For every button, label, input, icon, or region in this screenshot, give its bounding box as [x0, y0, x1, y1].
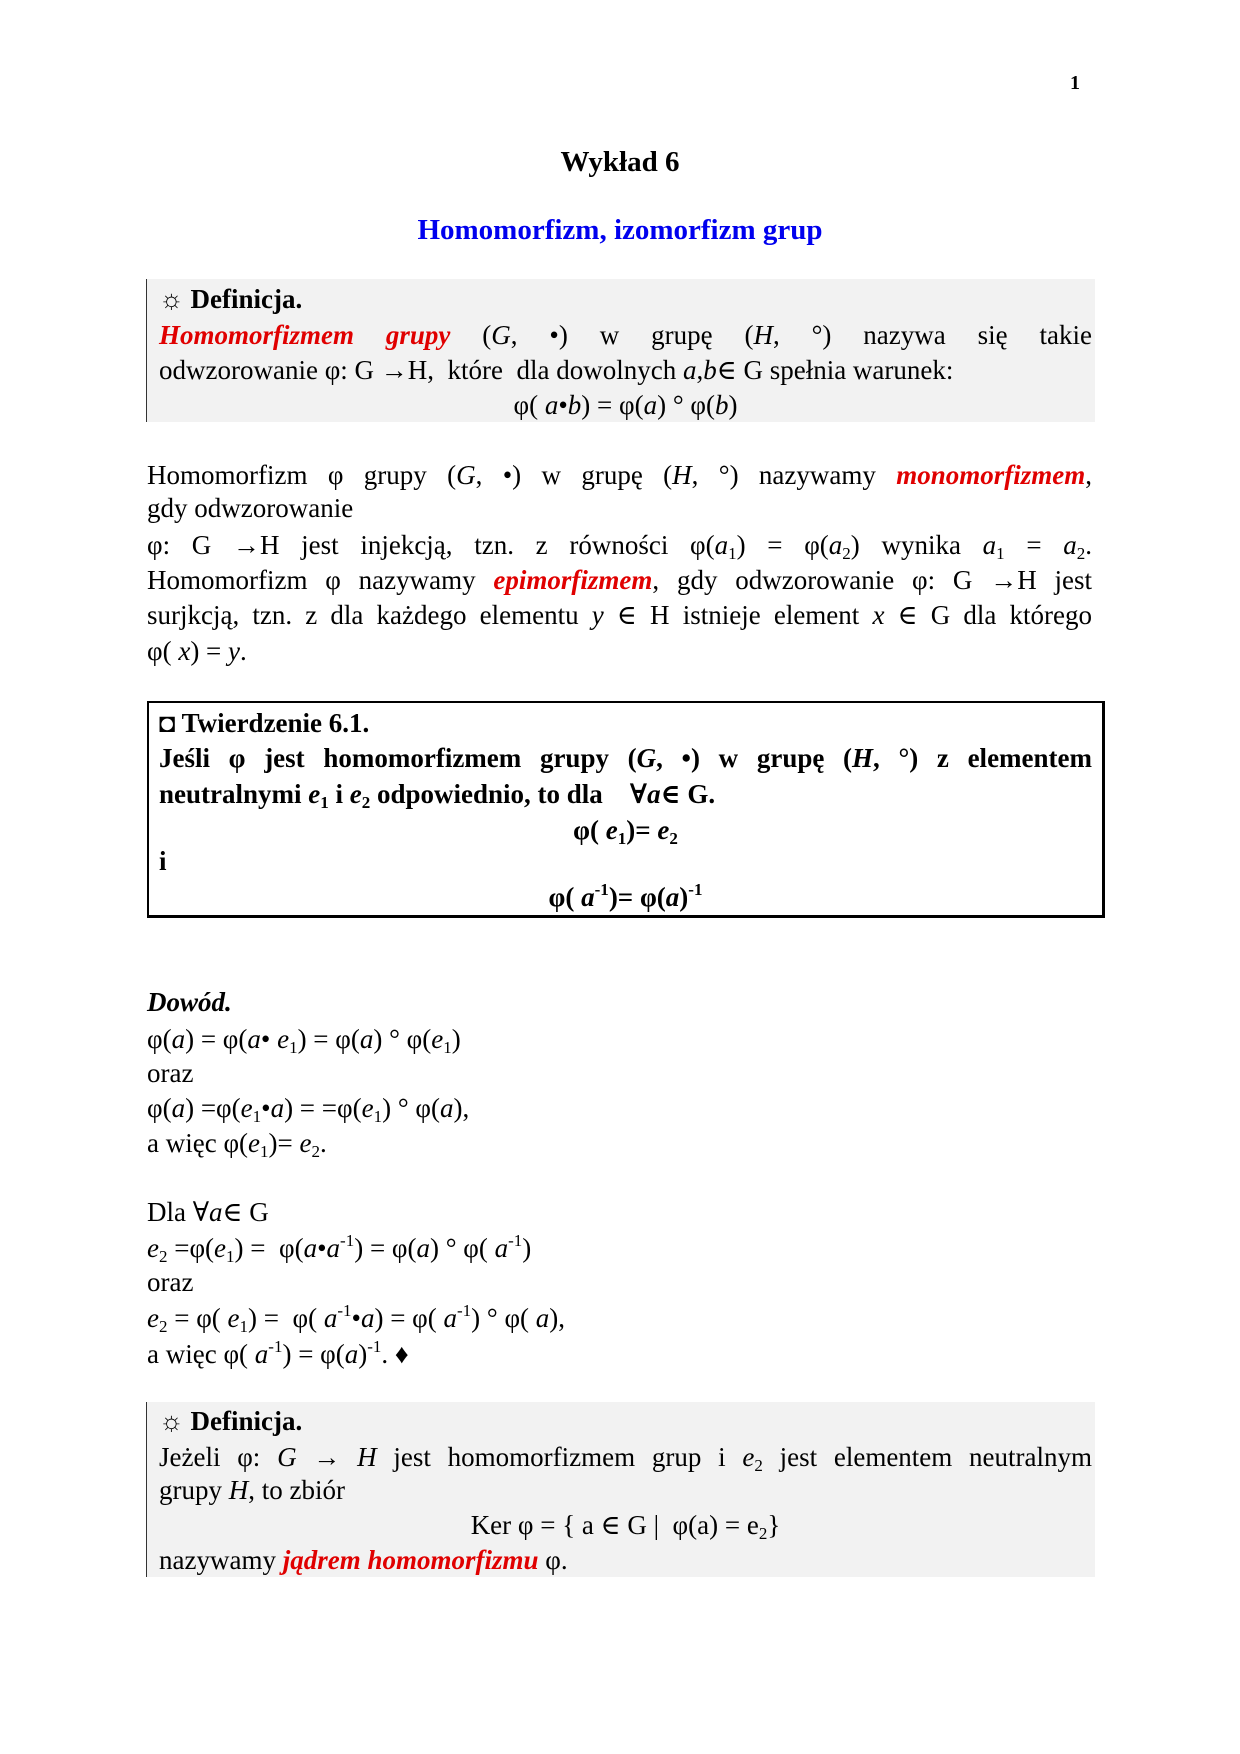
text-segment: neutralnymi [159, 779, 309, 809]
highlighted-term: monomorfizmem [896, 460, 1086, 490]
theorem-6-1-line [159, 879, 1092, 915]
paragraph-mono-epi-line [147, 527, 1092, 563]
text-segment: . [240, 636, 247, 666]
subscript: 1 [226, 1247, 235, 1266]
text-segment: )= [268, 1128, 300, 1158]
proof-line [147, 1230, 1092, 1266]
definition-homomorphism-line [159, 387, 1092, 423]
text-segment: Definicja. [190, 1406, 303, 1436]
proof-line [147, 984, 1092, 1020]
text-segment: a [647, 779, 661, 809]
text-segment: a [344, 1339, 359, 1369]
superscript: -1 [337, 1301, 352, 1320]
text-segment: oraz [147, 1267, 194, 1297]
text-segment: ) = φ( [185, 1024, 248, 1054]
sun-icon: ☼ [159, 1406, 191, 1436]
text-segment: ∈ G spełnia warunek: [716, 355, 954, 385]
text-segment: )= φ( [608, 882, 666, 912]
text-segment: , gdy odwzorowanie φ: G →H jest [652, 565, 1092, 595]
text-segment: H [672, 460, 692, 490]
highlighted-term: Homomorfizmem grupy [159, 320, 451, 350]
text-segment: ) = φ( [282, 1339, 345, 1369]
subscript: 1 [617, 829, 627, 848]
text-segment: a [714, 530, 729, 560]
text-segment: , °) nazywamy [691, 460, 897, 490]
text-segment: φ( [513, 390, 545, 420]
text-segment: a [360, 1303, 375, 1333]
text-segment: ) = φ( [297, 1024, 360, 1054]
text-segment: e [248, 1128, 261, 1158]
text-segment: a [682, 355, 697, 385]
text-segment: e [277, 1024, 290, 1054]
superscript: -1 [268, 1337, 283, 1356]
text-segment: → [296, 1442, 358, 1472]
superscript: -1 [594, 880, 609, 899]
text-segment: . [319, 1128, 327, 1158]
text-segment: ) = φ( [374, 1303, 444, 1333]
text-segment: , °) nazywa się takie [773, 320, 1092, 350]
proof-line [147, 1125, 1092, 1161]
text-segment: Homomorfizm φ nazywamy [147, 565, 494, 595]
text-segment: , °) z elementem [873, 743, 1093, 773]
text-segment: , to zbiór [248, 1475, 345, 1505]
text-segment: surjkcją, tzn. z dla każdego elementu [147, 600, 592, 630]
text-segment: . [1085, 530, 1092, 560]
definition-homomorphism-line [159, 281, 1092, 317]
text-segment: Dla ∀ [147, 1197, 210, 1227]
text-segment: φ( [147, 1024, 172, 1054]
proof-line [147, 1055, 1092, 1091]
sun-icon: ☼ [159, 284, 191, 314]
text-segment: a [443, 1303, 457, 1333]
lecture-title: Wykład 6 [560, 146, 680, 178]
text-segment: ) =φ( [185, 1093, 241, 1123]
text-segment: a [535, 1303, 550, 1333]
text-segment: e [361, 1093, 374, 1123]
text-segment: φ( [548, 882, 582, 912]
text-segment: ) [522, 1233, 532, 1263]
text-segment: ) ° φ( [373, 1024, 432, 1054]
text-segment: Dowód. [147, 987, 232, 1017]
text-segment: e [147, 1303, 159, 1333]
text-segment: a [494, 1233, 509, 1263]
text-segment: G [277, 1442, 297, 1472]
text-segment: ) ° φ( [430, 1233, 495, 1263]
paragraph-mono-epi-line [147, 633, 1092, 669]
proof-line [147, 1021, 1092, 1057]
superscript: -1 [508, 1231, 523, 1250]
text-segment: oraz [147, 1058, 194, 1088]
proof-line [147, 1194, 1092, 1230]
subscript: 2 [842, 544, 851, 563]
proof-line [147, 1336, 1092, 1372]
text-segment: ( [450, 320, 492, 350]
subscript: 2 [361, 793, 371, 812]
text-segment: = [1004, 530, 1064, 560]
text-segment: i [328, 779, 350, 809]
paragraph-mono-epi-line [147, 597, 1092, 633]
text-segment: x [872, 600, 885, 630]
text-segment: a więc φ( [147, 1128, 249, 1158]
text-segment: Definicja. [190, 284, 303, 314]
text-segment: a [828, 530, 843, 560]
text-segment: • [351, 1303, 361, 1333]
text-segment: ∈ G dla którego [884, 600, 1093, 630]
text-segment: b [714, 390, 729, 420]
text-segment: G [636, 743, 657, 773]
text-segment: ) [728, 390, 738, 420]
text-segment: ) = φ( [581, 390, 644, 420]
text-segment: gdy odwzorowanie [147, 493, 354, 523]
text-segment: y [228, 636, 241, 666]
subscript: 2 [669, 829, 678, 848]
subscript: 2 [758, 1524, 768, 1543]
text-segment: ∈ H istnieje element [603, 600, 873, 630]
text-segment: H [228, 1475, 249, 1505]
superscript: -1 [457, 1301, 472, 1320]
text-segment: a [544, 390, 559, 420]
text-segment: • [317, 1233, 327, 1263]
subscript: 1 [996, 544, 1005, 563]
text-segment: e [227, 1303, 240, 1333]
text-segment: , [696, 355, 704, 385]
text-segment: G [491, 320, 511, 350]
text-segment: φ. [538, 1545, 568, 1575]
theorem-6-1-line [159, 740, 1092, 776]
text-segment: a [270, 1093, 285, 1123]
text-segment: nazywamy [159, 1545, 283, 1575]
text-segment: φ( [147, 636, 179, 666]
text-segment: a [643, 390, 658, 420]
subscript: 1 [289, 1038, 298, 1057]
text-segment: ) = φ( [234, 1233, 304, 1263]
text-segment: e [657, 815, 670, 845]
text-segment: Homomorfizm φ grupy ( [147, 460, 457, 490]
text-segment: ) = =φ( [284, 1093, 362, 1123]
text-segment: a [982, 530, 997, 560]
text-segment: H [357, 1442, 377, 1472]
theorem-6-1-line [159, 843, 1092, 879]
definition-homomorphism-line [159, 317, 1092, 353]
text-segment: )= [626, 815, 658, 845]
lecture-subtitle: Homomorfizm, izomorfizm grup [417, 214, 823, 246]
definition-kernel-line [159, 1507, 1092, 1543]
text-segment: a [665, 882, 680, 912]
definition-kernel-line [159, 1403, 1092, 1439]
text-segment: grupy [159, 1475, 229, 1505]
subscript: 1 [260, 1142, 269, 1161]
text-segment: b [703, 355, 717, 385]
text-segment: a [326, 1233, 341, 1263]
definition-kernel-line [159, 1439, 1092, 1475]
text-segment: a [581, 882, 595, 912]
text-segment: • [558, 390, 568, 420]
text-segment: ) ° φ( [382, 1093, 440, 1123]
text-segment: e [308, 779, 321, 809]
text-segment: jest elementem neutralnym [762, 1442, 1093, 1472]
text-segment: ) [358, 1339, 368, 1369]
superscript: -1 [688, 880, 703, 899]
text-segment: ) = φ( [736, 530, 829, 560]
text-segment: ∈ G [222, 1197, 269, 1227]
text-segment: , •) w grupę ( [475, 460, 673, 490]
text-segment: odpowiednio, to dla ∀ [370, 779, 648, 809]
proof-line [147, 1264, 1092, 1300]
text-segment: ) = [190, 636, 229, 666]
text-segment: • [260, 1024, 278, 1054]
text-segment: Jeżeli φ: [159, 1442, 278, 1472]
text-segment: φ( [147, 1093, 172, 1123]
definition-kernel-line [159, 1472, 1092, 1508]
text-segment: a [209, 1197, 223, 1227]
subscript: 1 [320, 793, 329, 812]
theorem-6-1-line [159, 776, 1092, 812]
text-segment: a [303, 1233, 318, 1263]
text-segment: x [178, 636, 191, 666]
definition-kernel-line [159, 1542, 1092, 1578]
superscript: -1 [340, 1231, 355, 1250]
text-segment: ) [679, 882, 689, 912]
text-segment: e [742, 1442, 755, 1472]
text-segment: b [567, 390, 582, 420]
text-segment: ) = φ( [248, 1303, 324, 1333]
text-segment: e [214, 1233, 227, 1263]
page-number: 1 [1070, 72, 1080, 94]
text-segment: e [240, 1093, 253, 1123]
proof-line [147, 1300, 1092, 1336]
text-segment: G [456, 460, 476, 490]
text-segment: e [605, 815, 618, 845]
text-segment: e [299, 1128, 312, 1158]
text-segment: ) ° φ( [657, 390, 715, 420]
proof-line [147, 1090, 1092, 1126]
text-segment: a [359, 1024, 374, 1054]
definition-homomorphism-line [159, 352, 1092, 388]
subscript: 2 [754, 1456, 763, 1475]
text-segment: , •) w grupę ( [656, 743, 853, 773]
paragraph-mono-epi-line [147, 490, 1092, 526]
text-segment: =φ( [167, 1233, 215, 1263]
text-segment: ) [451, 1024, 461, 1054]
text-segment: a [247, 1024, 261, 1054]
text-segment: a więc φ( [147, 1339, 255, 1369]
subscript: 2 [158, 1247, 168, 1266]
theorem-6-1-line [159, 705, 1092, 741]
text-segment: ) = φ( [354, 1233, 417, 1263]
text-segment: Jeśli φ jest homomorfizmem grupy ( [159, 743, 637, 773]
text-segment: jest homomorfizmem grup i [376, 1442, 743, 1472]
text-segment: } [767, 1510, 781, 1540]
subscript: 1 [239, 1317, 249, 1336]
subscript: 1 [728, 544, 737, 563]
text-segment: Ker φ = { a ∈ G | φ(a) = e [470, 1510, 759, 1540]
text-segment: e [431, 1024, 444, 1054]
text-segment: , •) w grupę ( [510, 320, 754, 350]
highlighted-term: epimorfizmem [493, 565, 653, 595]
text-segment: odwzorowanie φ: G →H, które dla dowolnych [159, 355, 683, 385]
subscript: 1 [373, 1107, 383, 1126]
text-segment: y [591, 600, 604, 630]
paragraph-mono-epi-line [147, 562, 1092, 598]
text-segment: a [254, 1339, 269, 1369]
text-segment: a [416, 1233, 430, 1263]
text-segment: ) wynika [850, 530, 983, 560]
text-segment: H [852, 743, 874, 773]
subscript: 1 [252, 1107, 262, 1126]
text-segment: ◘ [159, 708, 182, 738]
subscript: 2 [311, 1142, 320, 1161]
text-segment: Twierdzenie 6.1. [181, 708, 370, 738]
text-segment: e [147, 1233, 159, 1263]
text-segment: a [323, 1303, 338, 1333]
subscript: 1 [443, 1038, 452, 1057]
subscript: 2 [1076, 544, 1086, 563]
superscript: -1 [367, 1337, 382, 1356]
text-segment: ) ° φ( [471, 1303, 536, 1333]
text-segment: ), [453, 1093, 470, 1123]
text-segment: a [439, 1093, 454, 1123]
text-segment: • [261, 1093, 271, 1123]
subscript: 2 [158, 1317, 168, 1336]
text-segment: a [171, 1093, 186, 1123]
text-segment: ∈ G. [660, 779, 716, 809]
text-segment: . ♦ [381, 1339, 409, 1369]
text-segment: ), [549, 1303, 566, 1333]
text-segment: φ( [573, 815, 606, 845]
text-segment: i [159, 846, 167, 876]
text-segment: H [753, 320, 773, 350]
highlighted-term: jądrem homomorfizmu [282, 1545, 539, 1575]
text-segment: a [171, 1024, 186, 1054]
text-segment: e [349, 779, 362, 809]
text-segment: φ: G →H jest injekcją, tzn. z równości φ( [147, 530, 715, 560]
paragraph-mono-epi-line [147, 457, 1092, 493]
text-segment: a [1063, 530, 1077, 560]
text-segment: = φ( [167, 1303, 228, 1333]
text-segment: , [1085, 460, 1092, 490]
